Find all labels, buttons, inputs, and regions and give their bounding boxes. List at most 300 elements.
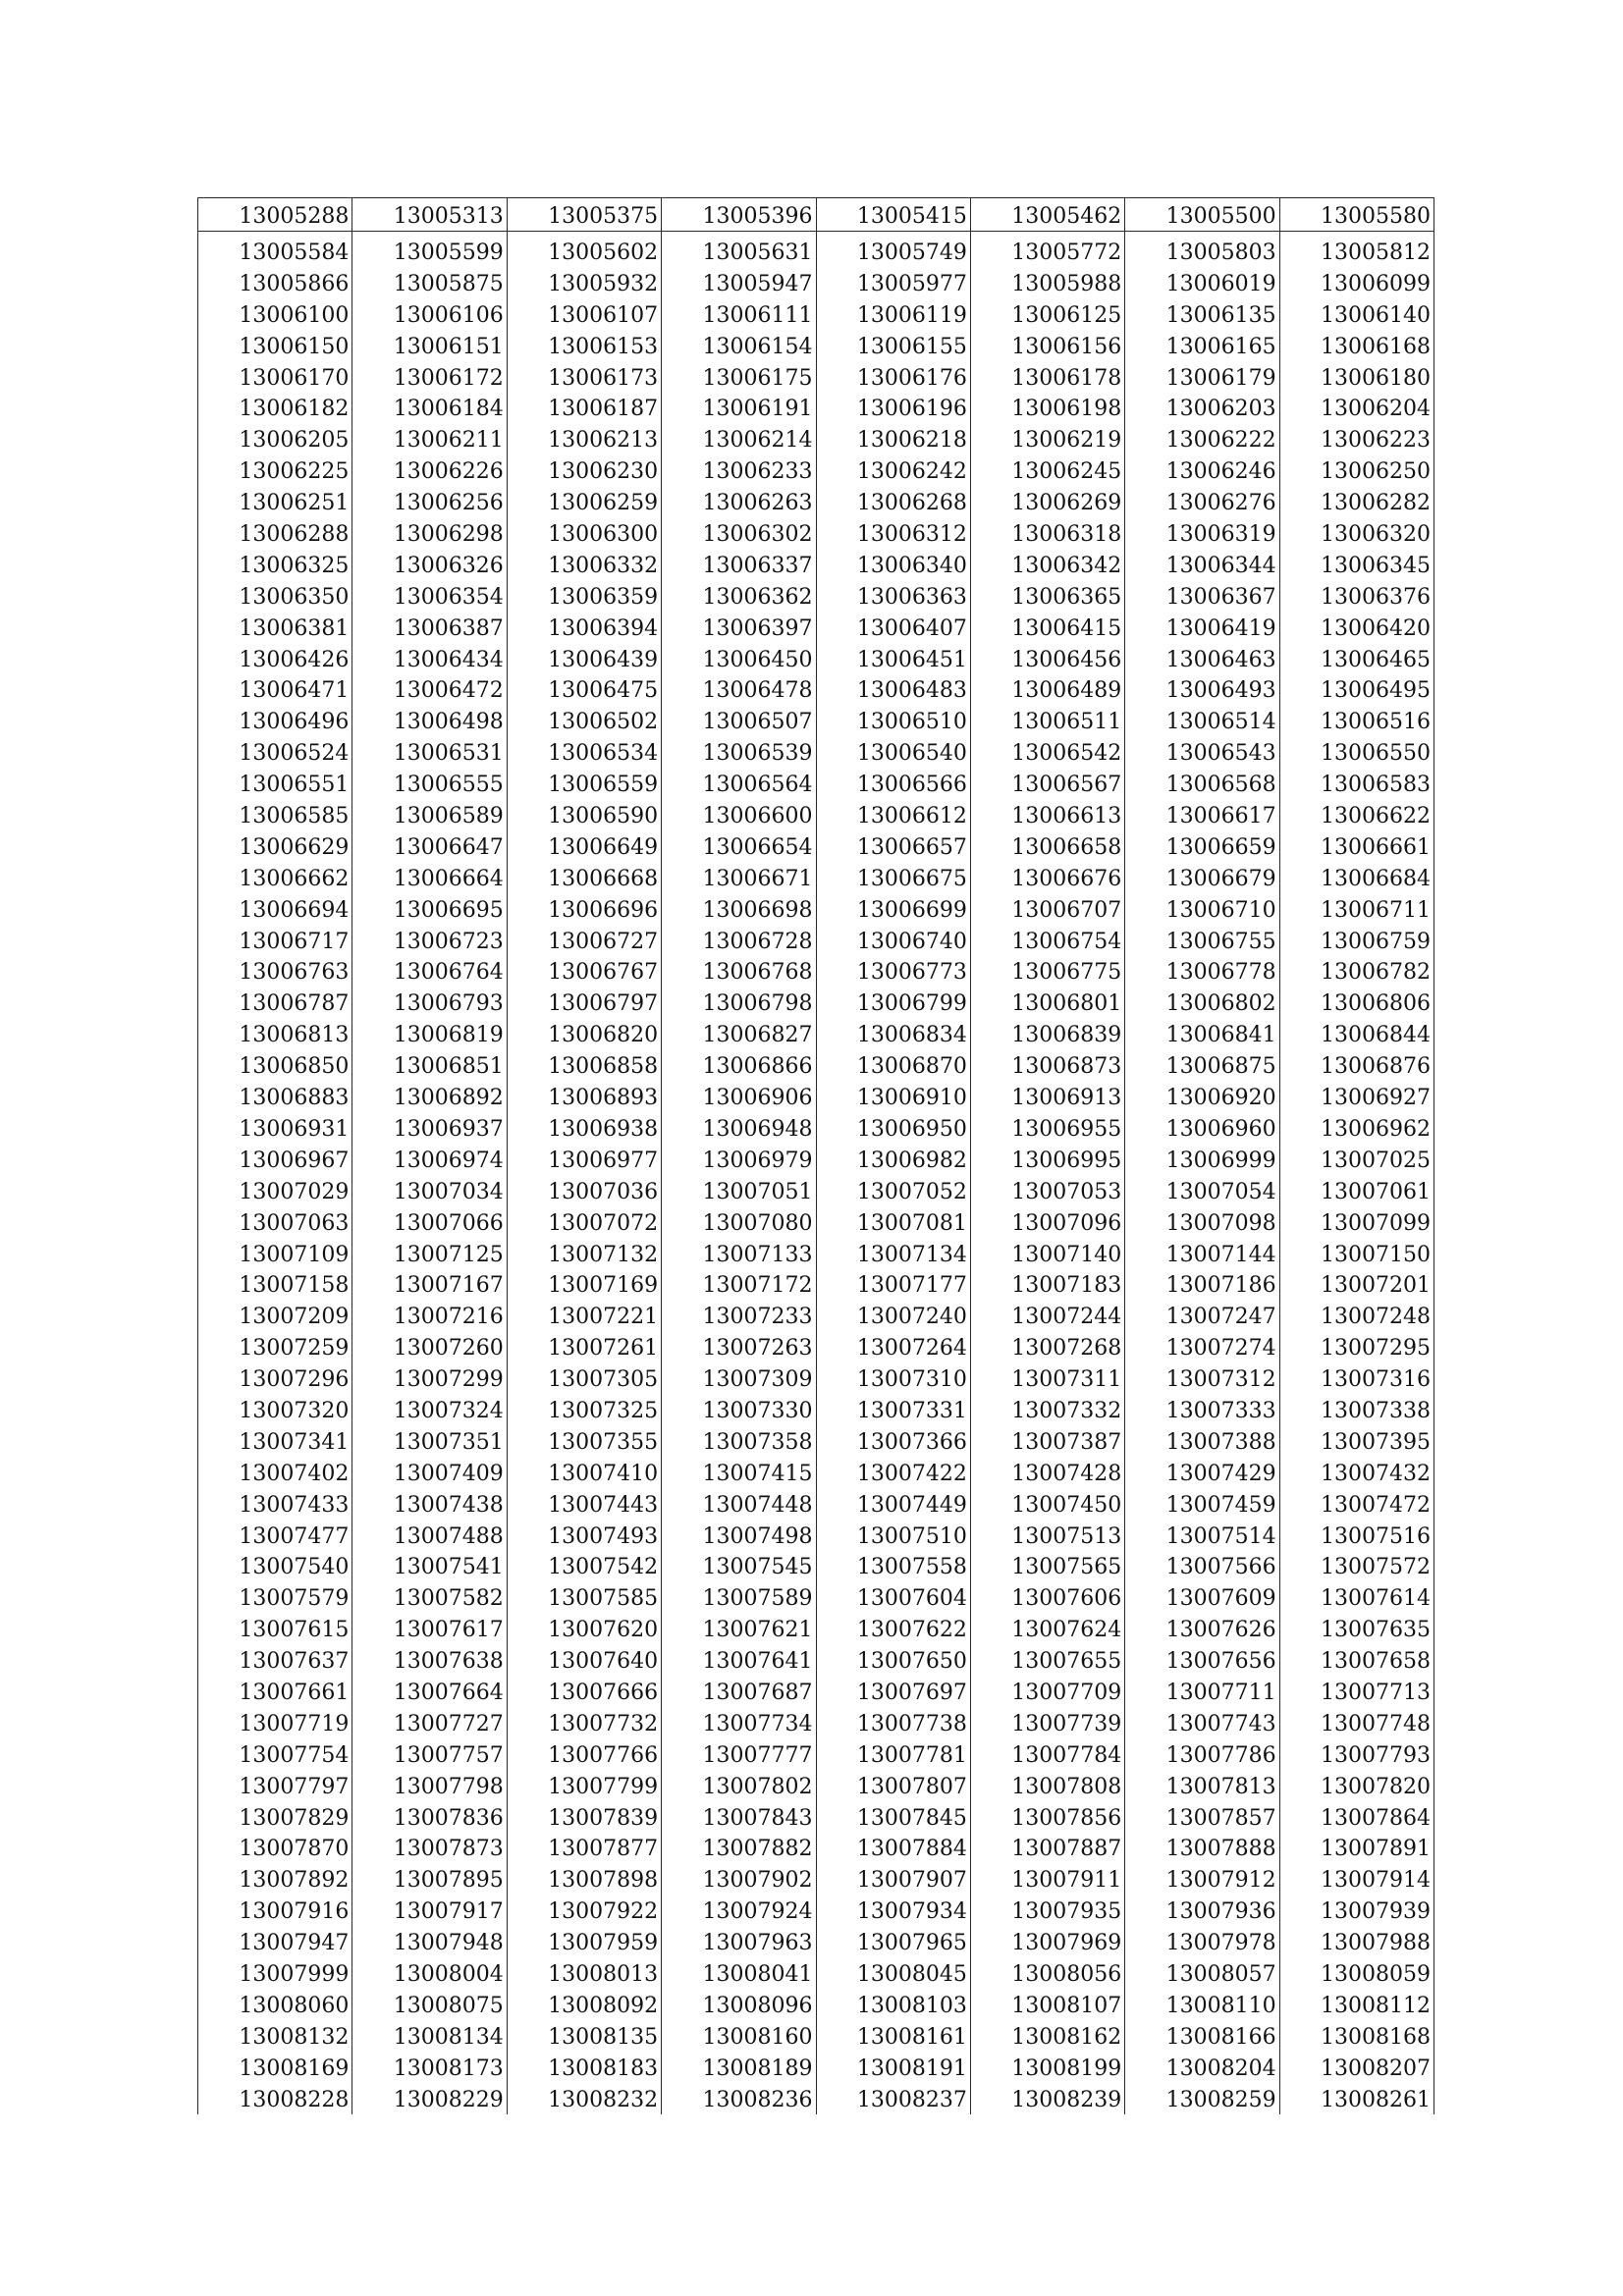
table-cell: 13007877 — [507, 1833, 661, 1864]
table-cell: 13007150 — [1279, 1238, 1434, 1269]
table-cell: 13007433 — [198, 1488, 352, 1520]
table-cell: 13007656 — [1125, 1644, 1279, 1676]
table-cell: 13006617 — [1125, 799, 1279, 830]
table-cell: 13006551 — [198, 768, 352, 799]
table-cell: 13005977 — [816, 267, 970, 298]
table-cell: 13006511 — [970, 705, 1124, 736]
table-cell: 13007786 — [1125, 1738, 1279, 1770]
table-cell: 13006478 — [662, 674, 816, 706]
table-cell: 13007999 — [198, 1957, 352, 1989]
table-cell: 13008135 — [507, 2020, 661, 2052]
table-cell: 13007177 — [816, 1269, 970, 1301]
table-cell: 13006711 — [1279, 893, 1434, 925]
table-cell: 13006381 — [198, 612, 352, 643]
table-row — [198, 361, 1434, 393]
table-cell: 13006543 — [1125, 736, 1279, 768]
table-cell: 13006931 — [198, 1112, 352, 1144]
table-cell: 13007221 — [507, 1300, 661, 1331]
table-cell: 13007947 — [198, 1926, 352, 1957]
table-cell: 13006170 — [198, 361, 352, 393]
table-cell: 13007351 — [352, 1425, 507, 1457]
table-cell: 13006839 — [970, 1018, 1124, 1049]
table-cell: 13007072 — [507, 1206, 661, 1238]
table-cell: 13006806 — [1279, 987, 1434, 1018]
table-row — [198, 705, 1434, 736]
table-row — [198, 1895, 1434, 1926]
table-cell: 13006910 — [816, 1081, 970, 1112]
table-cell: 13006555 — [352, 768, 507, 799]
table-cell: 13007807 — [816, 1770, 970, 1801]
table-cell: 13006198 — [970, 393, 1124, 424]
table-cell: 13007542 — [507, 1551, 661, 1582]
table-row — [198, 1613, 1434, 1644]
table-cell: 13008239 — [970, 2083, 1124, 2114]
table-cell: 13005396 — [662, 198, 816, 232]
table-cell: 13007259 — [198, 1331, 352, 1362]
table-cell: 13006155 — [816, 330, 970, 361]
table-row — [198, 799, 1434, 830]
table-cell: 13006851 — [352, 1049, 507, 1081]
table-row — [198, 1206, 1434, 1238]
number-table — [197, 197, 1434, 2114]
table-cell: 13007687 — [662, 1676, 816, 1707]
table-cell: 13006205 — [198, 423, 352, 454]
table-cell: 13006589 — [352, 799, 507, 830]
table-row — [198, 1989, 1434, 2020]
table-cell: 13006100 — [198, 298, 352, 330]
table-cell: 13008207 — [1279, 2052, 1434, 2083]
table-cell: 13006612 — [816, 799, 970, 830]
table-cell: 13007309 — [662, 1362, 816, 1394]
table-cell: 13006140 — [1279, 298, 1434, 330]
table-cell: 13007743 — [1125, 1707, 1279, 1738]
table-cell: 13006778 — [1125, 956, 1279, 988]
table-cell: 13007936 — [1125, 1895, 1279, 1926]
table-cell: 13006175 — [662, 361, 816, 393]
table-cell: 13008259 — [1125, 2083, 1279, 2114]
table-cell: 13006937 — [352, 1112, 507, 1144]
table-cell: 13006176 — [816, 361, 970, 393]
table-cell: 13006948 — [662, 1112, 816, 1144]
table-cell: 13007829 — [198, 1801, 352, 1833]
table-row — [198, 736, 1434, 768]
table-cell: 13007274 — [1125, 1331, 1279, 1362]
table-cell: 13006870 — [816, 1049, 970, 1081]
table-row — [198, 1362, 1434, 1394]
table-cell: 13007472 — [1279, 1488, 1434, 1520]
table-cell: 13007579 — [198, 1581, 352, 1613]
table-cell: 13007820 — [1279, 1770, 1434, 1801]
table-cell: 13008059 — [1279, 1957, 1434, 1989]
table-cell: 13007907 — [816, 1863, 970, 1895]
table-cell: 13006363 — [816, 580, 970, 612]
table-cell: 13007415 — [662, 1457, 816, 1488]
table-cell: 13006866 — [662, 1049, 816, 1081]
table-cell: 13008060 — [198, 1989, 352, 2020]
table-cell: 13006539 — [662, 736, 816, 768]
table-cell: 13006151 — [352, 330, 507, 361]
table-cell: 13006099 — [1279, 267, 1434, 298]
table-row — [198, 2020, 1434, 2052]
table-cell: 13005932 — [507, 267, 661, 298]
table-cell: 13006754 — [970, 925, 1124, 956]
table-cell: 13007739 — [970, 1707, 1124, 1738]
table-cell: 13007498 — [662, 1520, 816, 1551]
table-cell: 13007096 — [970, 1206, 1124, 1238]
table-cell: 13007572 — [1279, 1551, 1434, 1582]
table-cell: 13007540 — [198, 1551, 352, 1582]
table-row — [198, 486, 1434, 517]
table-row — [198, 2083, 1434, 2114]
table-cell: 13007514 — [1125, 1520, 1279, 1551]
table-cell: 13007428 — [970, 1457, 1124, 1488]
table-cell: 13007784 — [970, 1738, 1124, 1770]
table-cell: 13007429 — [1125, 1457, 1279, 1488]
table-cell: 13006654 — [662, 830, 816, 862]
table-cell: 13007395 — [1279, 1425, 1434, 1457]
table-cell: 13007637 — [198, 1644, 352, 1676]
table-cell: 13007766 — [507, 1738, 661, 1770]
table-cell: 13006246 — [1125, 454, 1279, 486]
table-cell: 13007316 — [1279, 1362, 1434, 1394]
table-cell: 13006269 — [970, 486, 1124, 517]
table-cell: 13007799 — [507, 1770, 661, 1801]
table-cell: 13007843 — [662, 1801, 816, 1833]
table-cell: 13007109 — [198, 1238, 352, 1269]
table-cell: 13007438 — [352, 1488, 507, 1520]
table-cell: 13008189 — [662, 2052, 816, 2083]
table-row — [198, 643, 1434, 674]
table-cell: 13007640 — [507, 1644, 661, 1676]
table-cell: 13007813 — [1125, 1770, 1279, 1801]
table-cell: 13006268 — [816, 486, 970, 517]
table-cell: 13007167 — [352, 1269, 507, 1301]
table-cell: 13007566 — [1125, 1551, 1279, 1582]
table-cell: 13008110 — [1125, 1989, 1279, 2020]
table-cell: 13007585 — [507, 1581, 661, 1613]
table-cell: 13007320 — [198, 1394, 352, 1425]
table-cell: 13007934 — [816, 1895, 970, 1926]
table-row — [198, 893, 1434, 925]
table-cell: 13006218 — [816, 423, 970, 454]
table-row — [198, 1457, 1434, 1488]
table-row — [198, 232, 1434, 268]
table-cell: 13006394 — [507, 612, 661, 643]
table-cell: 13006694 — [198, 893, 352, 925]
table-cell: 13007332 — [970, 1394, 1124, 1425]
table-cell: 13007268 — [970, 1331, 1124, 1362]
table-cell: 13006664 — [352, 862, 507, 893]
table-cell: 13005875 — [352, 267, 507, 298]
table-cell: 13006661 — [1279, 830, 1434, 862]
table-cell: 13005375 — [507, 198, 661, 232]
table-cell: 13007036 — [507, 1175, 661, 1206]
table-cell: 13006802 — [1125, 987, 1279, 1018]
table-cell: 13008045 — [816, 1957, 970, 1989]
table-cell: 13007626 — [1125, 1613, 1279, 1644]
table-cell: 13007448 — [662, 1488, 816, 1520]
table-cell: 13007857 — [1125, 1801, 1279, 1833]
table-cell: 13006223 — [1279, 423, 1434, 454]
table-cell: 13007892 — [198, 1863, 352, 1895]
table-cell: 13007132 — [507, 1238, 661, 1269]
table-cell: 13006710 — [1125, 893, 1279, 925]
table-cell: 13006764 — [352, 956, 507, 988]
table-cell: 13007341 — [198, 1425, 352, 1457]
table-cell: 13005580 — [1279, 198, 1434, 232]
table-row — [198, 517, 1434, 549]
table-cell: 13007888 — [1125, 1833, 1279, 1864]
table-cell: 13006489 — [970, 674, 1124, 706]
table-cell: 13006263 — [662, 486, 816, 517]
table-cell: 13007333 — [1125, 1394, 1279, 1425]
table-cell: 13007713 — [1279, 1676, 1434, 1707]
table-cell: 13006510 — [816, 705, 970, 736]
table-cell: 13006759 — [1279, 925, 1434, 956]
table-cell: 13007870 — [198, 1833, 352, 1864]
table-cell: 13007201 — [1279, 1269, 1434, 1301]
table-row — [198, 1520, 1434, 1551]
table-cell: 13007081 — [816, 1206, 970, 1238]
table-cell: 13006906 — [662, 1081, 816, 1112]
table-cell: 13007541 — [352, 1551, 507, 1582]
table-cell: 13006920 — [1125, 1081, 1279, 1112]
table-row — [198, 1581, 1434, 1613]
table-cell: 13008092 — [507, 1989, 661, 2020]
table-cell: 13007839 — [507, 1801, 661, 1833]
table-cell: 13007388 — [1125, 1425, 1279, 1457]
table-cell: 13007099 — [1279, 1206, 1434, 1238]
table-cell: 13006320 — [1279, 517, 1434, 549]
table-cell: 13006502 — [507, 705, 661, 736]
table-cell: 13007263 — [662, 1331, 816, 1362]
table-cell: 13008160 — [662, 2020, 816, 2052]
table-cell: 13006259 — [507, 486, 661, 517]
table-cell: 13006472 — [352, 674, 507, 706]
table-cell: 13006125 — [970, 298, 1124, 330]
table-cell: 13007666 — [507, 1676, 661, 1707]
table-cell: 13006191 — [662, 393, 816, 424]
number-table-sheet — [197, 197, 1434, 2114]
table-cell: 13006354 — [352, 580, 507, 612]
table-cell: 13006300 — [507, 517, 661, 549]
table-cell: 13007513 — [970, 1520, 1124, 1551]
table-cell: 13007621 — [662, 1613, 816, 1644]
table-cell: 13006362 — [662, 580, 816, 612]
table-cell: 13007295 — [1279, 1331, 1434, 1362]
table-cell: 13008134 — [352, 2020, 507, 2052]
table-row — [198, 1269, 1434, 1301]
table-cell: 13007836 — [352, 1801, 507, 1833]
table-cell: 13007240 — [816, 1300, 970, 1331]
table-cell: 13006495 — [1279, 674, 1434, 706]
table-cell: 13007565 — [970, 1551, 1124, 1582]
table-cell: 13006773 — [816, 956, 970, 988]
table-cell: 13007939 — [1279, 1895, 1434, 1926]
table-cell: 13006695 — [352, 893, 507, 925]
table-cell: 13005749 — [816, 232, 970, 268]
table-cell: 13006679 — [1125, 862, 1279, 893]
table-row — [198, 1112, 1434, 1144]
table-cell: 13007264 — [816, 1331, 970, 1362]
table-cell: 13006203 — [1125, 393, 1279, 424]
table-cell: 13006979 — [662, 1144, 816, 1175]
table-cell: 13006434 — [352, 643, 507, 674]
table-cell: 13007443 — [507, 1488, 661, 1520]
table-cell: 13006119 — [816, 298, 970, 330]
table-row — [198, 987, 1434, 1018]
table-row — [198, 1801, 1434, 1833]
table-cell: 13008168 — [1279, 2020, 1434, 2052]
table-cell: 13006516 — [1279, 705, 1434, 736]
table-cell: 13007052 — [816, 1175, 970, 1206]
table-cell: 13006302 — [662, 517, 816, 549]
table-cell: 13006657 — [816, 830, 970, 862]
table-cell: 13005947 — [662, 267, 816, 298]
table-cell: 13006182 — [198, 393, 352, 424]
table-cell: 13006798 — [662, 987, 816, 1018]
table-cell: 13008161 — [816, 2020, 970, 2052]
table-cell: 13006251 — [198, 486, 352, 517]
table-cell: 13006451 — [816, 643, 970, 674]
table-cell: 13006135 — [1125, 298, 1279, 330]
table-cell: 13006699 — [816, 893, 970, 925]
table-cell: 13006550 — [1279, 736, 1434, 768]
table-cell: 13006111 — [662, 298, 816, 330]
table-cell: 13007727 — [352, 1707, 507, 1738]
table-cell: 13008199 — [970, 2052, 1124, 2083]
table-cell: 13007034 — [352, 1175, 507, 1206]
table-cell: 13006298 — [352, 517, 507, 549]
table-cell: 13006834 — [816, 1018, 970, 1049]
table-cell: 13005415 — [816, 198, 970, 232]
table-cell: 13007738 — [816, 1707, 970, 1738]
table-cell: 13007917 — [352, 1895, 507, 1926]
table-cell: 13006768 — [662, 956, 816, 988]
table-cell: 13007299 — [352, 1362, 507, 1394]
table-cell: 13006534 — [507, 736, 661, 768]
table-cell: 13006367 — [1125, 580, 1279, 612]
table-cell: 13006226 — [352, 454, 507, 486]
table-cell: 13006242 — [816, 454, 970, 486]
table-cell: 13006950 — [816, 1112, 970, 1144]
table-cell: 13007422 — [816, 1457, 970, 1488]
table-cell: 13006583 — [1279, 768, 1434, 799]
table-cell: 13006955 — [970, 1112, 1124, 1144]
table-cell: 13006767 — [507, 956, 661, 988]
table-cell: 13006465 — [1279, 643, 1434, 674]
table-cell: 13006676 — [970, 862, 1124, 893]
table-cell: 13007978 — [1125, 1926, 1279, 1957]
table-cell: 13008107 — [970, 1989, 1124, 2020]
table-cell: 13007066 — [352, 1206, 507, 1238]
table-cell: 13006483 — [816, 674, 970, 706]
table-cell: 13007661 — [198, 1676, 352, 1707]
table-cell: 13006883 — [198, 1081, 352, 1112]
table-cell: 13006793 — [352, 987, 507, 1018]
table-cell: 13007748 — [1279, 1707, 1434, 1738]
table-cell: 13008191 — [816, 2052, 970, 2083]
table-cell: 13008261 — [1279, 2083, 1434, 2114]
table-cell: 13007063 — [198, 1206, 352, 1238]
table-cell: 13007891 — [1279, 1833, 1434, 1864]
table-row — [198, 267, 1434, 298]
table-cell: 13007025 — [1279, 1144, 1434, 1175]
table-cell: 13006387 — [352, 612, 507, 643]
table-cell: 13006498 — [352, 705, 507, 736]
table-cell: 13006893 — [507, 1081, 661, 1112]
table-cell: 13007029 — [198, 1175, 352, 1206]
number-table-body — [198, 198, 1434, 2114]
table-cell: 13007248 — [1279, 1300, 1434, 1331]
table-cell: 13006649 — [507, 830, 661, 862]
table-cell: 13006420 — [1279, 612, 1434, 643]
table-cell: 13007310 — [816, 1362, 970, 1394]
table-cell: 13006211 — [352, 423, 507, 454]
table-cell: 13006613 — [970, 799, 1124, 830]
table-cell: 13007711 — [1125, 1676, 1279, 1707]
table-cell: 13007449 — [816, 1488, 970, 1520]
table-cell: 13007355 — [507, 1425, 661, 1457]
table-cell: 13007260 — [352, 1331, 507, 1362]
table-cell: 13007963 — [662, 1926, 816, 1957]
table-cell: 13007098 — [1125, 1206, 1279, 1238]
table-cell: 13006675 — [816, 862, 970, 893]
table-cell: 13006524 — [198, 736, 352, 768]
table-cell: 13007324 — [352, 1394, 507, 1425]
table-cell: 13007664 — [352, 1676, 507, 1707]
table-cell: 13007330 — [662, 1394, 816, 1425]
table-cell: 13007873 — [352, 1833, 507, 1864]
table-cell: 13007261 — [507, 1331, 661, 1362]
table-cell: 13006359 — [507, 580, 661, 612]
table-cell: 13008103 — [816, 1989, 970, 2020]
table-cell: 13008056 — [970, 1957, 1124, 1989]
table-cell: 13007620 — [507, 1613, 661, 1644]
table-row — [198, 674, 1434, 706]
table-row — [198, 393, 1434, 424]
table-cell: 13007133 — [662, 1238, 816, 1269]
table-cell: 13007080 — [662, 1206, 816, 1238]
table-cell: 13006514 — [1125, 705, 1279, 736]
table-row — [198, 862, 1434, 893]
table-cell: 13005631 — [662, 232, 816, 268]
table-cell: 13006276 — [1125, 486, 1279, 517]
table-cell: 13007798 — [352, 1770, 507, 1801]
table-cell: 13006450 — [662, 643, 816, 674]
table-cell: 13006168 — [1279, 330, 1434, 361]
table-cell: 13007697 — [816, 1676, 970, 1707]
table-cell: 13006019 — [1125, 267, 1279, 298]
table-cell: 13006782 — [1279, 956, 1434, 988]
table-cell: 13008204 — [1125, 2052, 1279, 2083]
table-cell: 13006763 — [198, 956, 352, 988]
table-row — [198, 1300, 1434, 1331]
table-cell: 13006875 — [1125, 1049, 1279, 1081]
table-cell: 13007615 — [198, 1613, 352, 1644]
table-row — [198, 1770, 1434, 1801]
table-row — [198, 1707, 1434, 1738]
table-cell: 13008112 — [1279, 1989, 1434, 2020]
table-row — [198, 423, 1434, 454]
table-cell: 13006696 — [507, 893, 661, 925]
table-cell: 13006312 — [816, 517, 970, 549]
table-cell: 13006153 — [507, 330, 661, 361]
table-row — [198, 1049, 1434, 1081]
table-cell: 13006288 — [198, 517, 352, 549]
table-cell: 13006342 — [970, 549, 1124, 580]
table-row — [198, 549, 1434, 580]
